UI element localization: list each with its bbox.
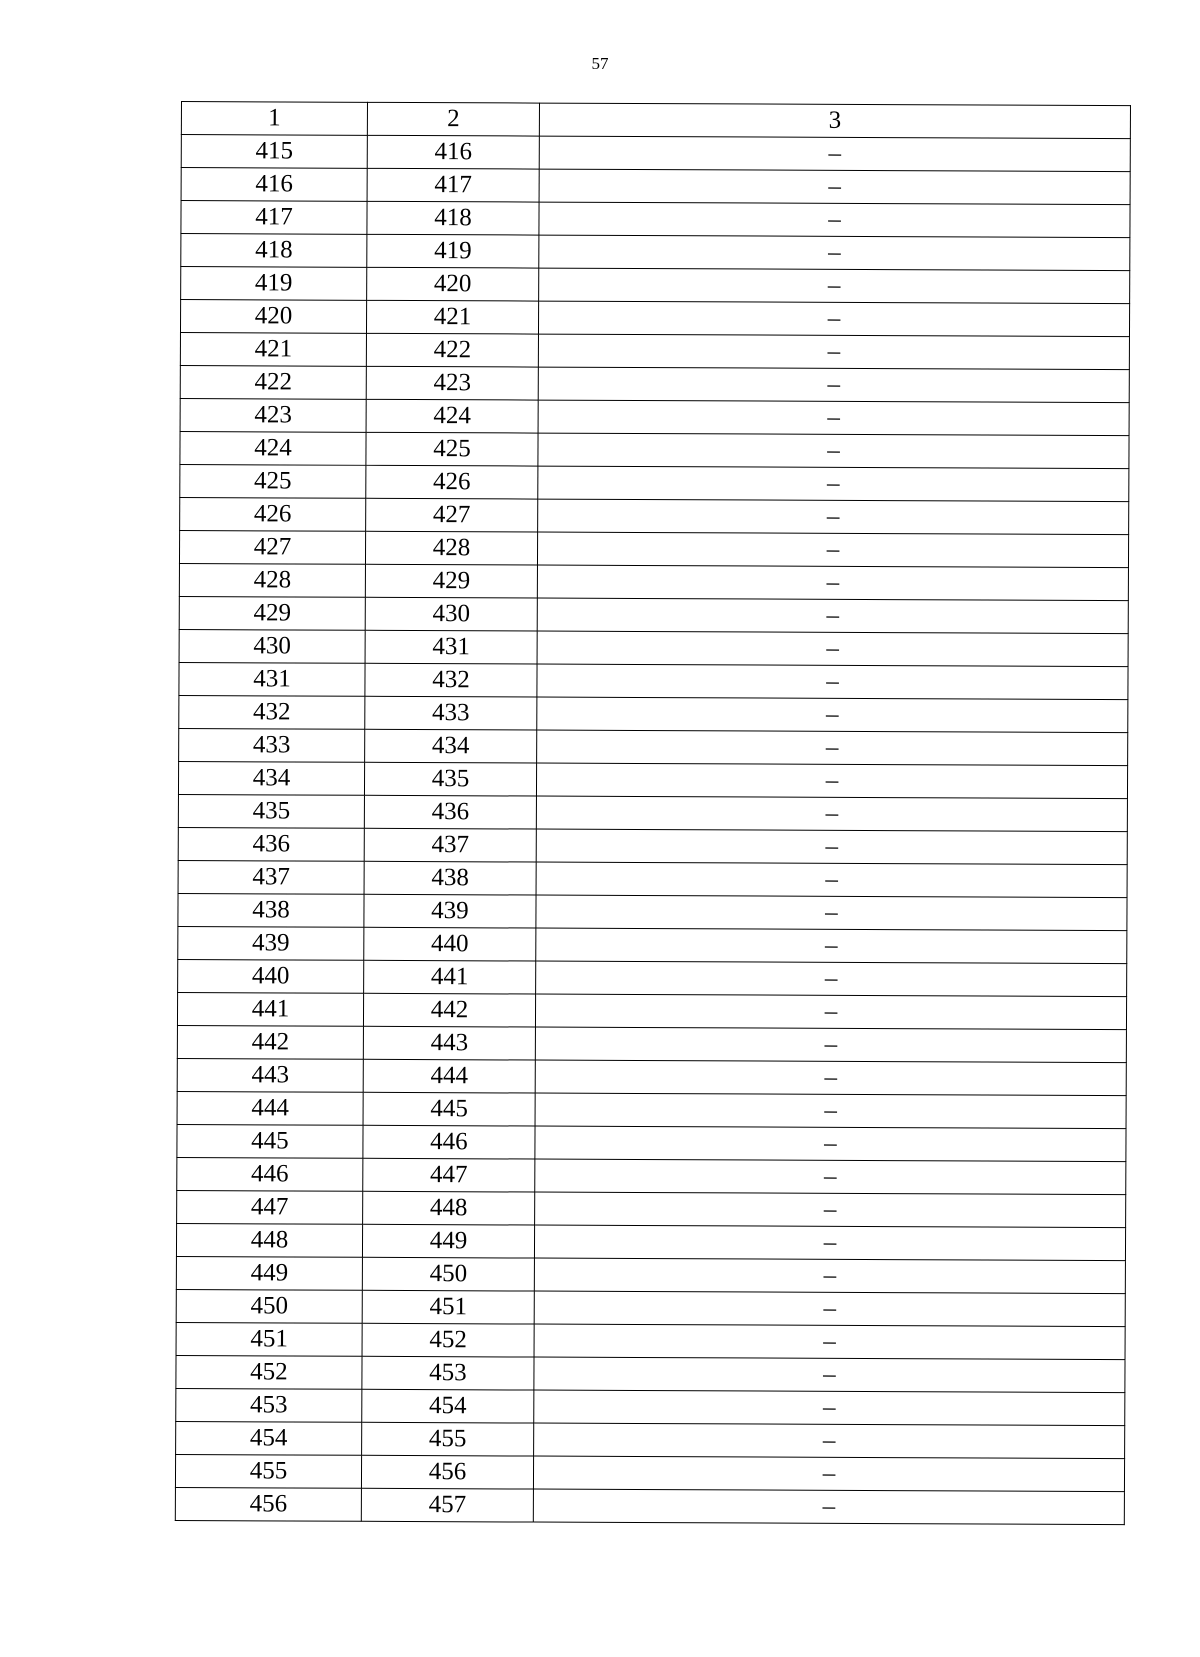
table-cell-col-2: 429 (365, 564, 537, 598)
table-cell-col-1: 445 (177, 1124, 363, 1158)
table-cell-col-3: – (538, 433, 1129, 469)
table-body (175, 102, 1130, 1525)
table-row (179, 530, 1128, 567)
table-cell-col-2: 448 (363, 1191, 535, 1225)
table-row (180, 497, 1129, 534)
table-row (176, 1256, 1125, 1293)
table-cell-col-1: 419 (181, 267, 367, 301)
table-row (177, 1124, 1126, 1161)
table-cell-col-2: 439 (364, 894, 536, 928)
table-cell-col-2: 452 (362, 1323, 534, 1357)
table-cell-col-2: 425 (366, 432, 538, 466)
table-row (181, 135, 1130, 172)
table-cell-col-3: – (539, 169, 1130, 205)
table-cell-col-1: 435 (178, 794, 364, 828)
table-header-row (181, 102, 1130, 139)
table-cell-col-1: 436 (178, 827, 364, 861)
table-row (178, 827, 1127, 864)
table-cell-col-2: 430 (365, 597, 537, 631)
table-cell-col-2: 449 (362, 1224, 534, 1258)
table-row (177, 1157, 1126, 1194)
table-row (180, 332, 1129, 369)
table-row (177, 1058, 1126, 1095)
table-row (180, 431, 1129, 468)
table-cell-col-3: – (534, 1324, 1125, 1360)
table-cell-col-3: – (535, 994, 1126, 1030)
table-cell-col-2: 431 (365, 630, 537, 664)
table-cell-col-3: – (533, 1489, 1124, 1525)
table-cell-col-1: 450 (176, 1289, 362, 1323)
table-cell-col-3: – (537, 565, 1128, 601)
table-cell-col-2: 432 (365, 663, 537, 697)
table-cell-col-2: 442 (363, 993, 535, 1027)
table-cell-col-2: 435 (364, 762, 536, 796)
table-cell-col-2: 436 (364, 795, 536, 829)
table-cell-col-1: 454 (176, 1421, 362, 1455)
table-cell-col-2: 447 (363, 1158, 535, 1192)
table-cell-col-3: – (537, 631, 1128, 667)
table-cell-col-2: 420 (367, 267, 539, 301)
table-row (178, 860, 1127, 897)
table-cell-col-3: – (536, 862, 1127, 898)
table-cell-col-3: – (536, 928, 1127, 964)
table-cell-col-2: 451 (362, 1290, 534, 1324)
table-cell-col-3: – (538, 466, 1129, 502)
table-cell-col-1: 425 (180, 464, 366, 498)
table-cell-col-2: 444 (363, 1059, 535, 1093)
column-header-1: 1 (181, 102, 367, 136)
table-cell-col-3: – (534, 1225, 1125, 1261)
table-cell-col-2: 440 (364, 927, 536, 961)
table-cell-col-3: – (534, 1258, 1125, 1294)
table-cell-col-1: 448 (176, 1223, 362, 1257)
table-cell-col-1: 423 (180, 398, 366, 432)
table-cell-col-1: 433 (179, 728, 365, 762)
page-number: 57 (591, 54, 609, 73)
table-cell-col-3: – (536, 895, 1127, 931)
table-cell-col-1: 439 (178, 926, 364, 960)
table-cell-col-3: – (535, 1093, 1126, 1129)
table-cell-col-3: – (536, 796, 1127, 832)
table-row (178, 794, 1127, 831)
table-cell-col-2: 416 (367, 135, 539, 169)
table-row (177, 1091, 1126, 1128)
table-cell-col-1: 451 (176, 1322, 362, 1356)
table-cell-col-1: 429 (179, 596, 365, 630)
table-cell-col-2: 417 (367, 168, 539, 202)
table-cell-col-3: – (535, 1126, 1126, 1162)
table-row (179, 662, 1128, 699)
table-row (176, 1421, 1125, 1458)
table-cell-col-2: 457 (361, 1488, 533, 1522)
table-cell-col-1: 440 (178, 959, 364, 993)
table-row (178, 959, 1127, 996)
table-row (181, 267, 1130, 304)
table-cell-col-3: – (537, 598, 1128, 634)
table-row (176, 1223, 1125, 1260)
table-cell-col-1: 447 (177, 1190, 363, 1224)
table-row (181, 234, 1130, 271)
column-header-3: 3 (539, 103, 1130, 139)
table-cell-col-3: – (538, 301, 1129, 337)
table-cell-col-2: 437 (364, 828, 536, 862)
table-cell-col-2: 443 (363, 1026, 535, 1060)
table-cell-col-3: – (539, 235, 1130, 271)
table-cell-col-3: – (534, 1390, 1125, 1426)
table-cell-col-2: 422 (366, 333, 538, 367)
table-row (176, 1289, 1125, 1326)
table-cell-col-1: 437 (178, 860, 364, 894)
table-cell-col-2: 445 (363, 1092, 535, 1126)
table-cell-col-2: 438 (364, 861, 536, 895)
table-cell-col-1: 415 (181, 135, 367, 169)
table-cell-col-3: – (536, 763, 1127, 799)
table-cell-col-3: – (534, 1357, 1125, 1393)
table-cell-col-3: – (534, 1291, 1125, 1327)
table-cell-col-1: 449 (176, 1256, 362, 1290)
table-cell-col-1: 420 (180, 300, 366, 334)
table-cell-col-2: 433 (365, 696, 537, 730)
table-row (179, 728, 1128, 765)
table-row (179, 563, 1128, 600)
table-cell-col-3: – (536, 961, 1127, 997)
column-header-2: 2 (367, 102, 539, 136)
table-cell-col-1: 452 (176, 1355, 362, 1389)
table-cell-col-2: 419 (367, 234, 539, 268)
table-cell-col-1: 434 (178, 761, 364, 795)
table-cell-col-2: 446 (363, 1125, 535, 1159)
table-cell-col-1: 422 (180, 365, 366, 399)
table-cell-col-3: – (538, 499, 1129, 535)
table-cell-col-1: 428 (179, 563, 365, 597)
table-cell-col-1: 438 (178, 893, 364, 927)
table-cell-col-1: 455 (175, 1454, 361, 1488)
table-cell-col-3: – (535, 1159, 1126, 1195)
table-cell-col-1: 416 (181, 168, 367, 202)
table-row (179, 629, 1128, 666)
table-cell-col-1: 430 (179, 629, 365, 663)
table-row (180, 300, 1129, 337)
table-cell-col-1: 424 (180, 431, 366, 465)
table-cell-col-3: – (538, 334, 1129, 370)
table-row (176, 1388, 1125, 1425)
table-cell-col-1: 417 (181, 201, 367, 235)
table-cell-col-2: 434 (365, 729, 537, 763)
table-cell-col-3: – (538, 400, 1129, 436)
table-cell-col-1: 432 (179, 695, 365, 729)
table-cell-col-3: – (535, 1192, 1126, 1228)
table-cell-col-2: 456 (361, 1455, 533, 1489)
table-cell-col-1: 444 (177, 1091, 363, 1125)
table-row (178, 926, 1127, 963)
table-cell-col-2: 428 (365, 531, 537, 565)
table-row (178, 893, 1127, 930)
table-cell-col-3: – (535, 1060, 1126, 1096)
table-row (175, 1454, 1124, 1491)
table-row (176, 1322, 1125, 1359)
table-cell-col-1: 418 (181, 234, 367, 268)
table-row (181, 201, 1130, 238)
table-cell-col-1: 443 (177, 1058, 363, 1092)
table-cell-col-1: 441 (177, 992, 363, 1026)
table-cell-col-3: – (537, 730, 1128, 766)
table-cell-col-3: – (537, 664, 1128, 700)
table-cell-col-2: 423 (366, 366, 538, 400)
table-row (175, 1487, 1124, 1524)
table-cell-col-2: 453 (362, 1356, 534, 1390)
table-cell-col-1: 426 (180, 497, 366, 531)
table-cell-col-3: – (539, 268, 1130, 304)
table-cell-col-1: 446 (177, 1157, 363, 1191)
table-cell-col-1: 421 (180, 332, 366, 366)
table-row (180, 365, 1129, 402)
table-row (176, 1355, 1125, 1392)
table-cell-col-1: 456 (175, 1487, 361, 1521)
table-row (177, 1190, 1126, 1227)
table-cell-col-3: – (538, 367, 1129, 403)
table-row (179, 596, 1128, 633)
table-cell-col-3: – (534, 1423, 1125, 1459)
table-cell-col-3: – (533, 1456, 1124, 1492)
data-table (175, 101, 1131, 1525)
table-cell-col-2: 441 (364, 960, 536, 994)
table-cell-col-2: 455 (362, 1422, 534, 1456)
table-cell-col-2: 427 (366, 498, 538, 532)
table-cell-col-3: – (535, 1027, 1126, 1063)
table-cell-col-1: 442 (177, 1025, 363, 1059)
table-cell-col-3: – (539, 136, 1130, 172)
table-row (180, 464, 1129, 501)
table-cell-col-2: 418 (367, 201, 539, 235)
table-row (177, 1025, 1126, 1062)
table-cell-col-2: 426 (366, 465, 538, 499)
table-cell-col-3: – (536, 829, 1127, 865)
table-row (177, 992, 1126, 1029)
table-row (178, 761, 1127, 798)
table-cell-col-1: 431 (179, 662, 365, 696)
table-row (179, 695, 1128, 732)
table-row (180, 398, 1129, 435)
table-cell-col-3: – (537, 532, 1128, 568)
table-cell-col-3: – (537, 697, 1128, 733)
table-cell-col-3: – (539, 202, 1130, 238)
table-row (181, 168, 1130, 205)
table-cell-col-2: 454 (362, 1389, 534, 1423)
table-cell-col-1: 453 (176, 1388, 362, 1422)
table-cell-col-1: 427 (179, 530, 365, 564)
table-cell-col-2: 421 (366, 300, 538, 334)
table-cell-col-2: 450 (362, 1257, 534, 1291)
table-cell-col-2: 424 (366, 399, 538, 433)
